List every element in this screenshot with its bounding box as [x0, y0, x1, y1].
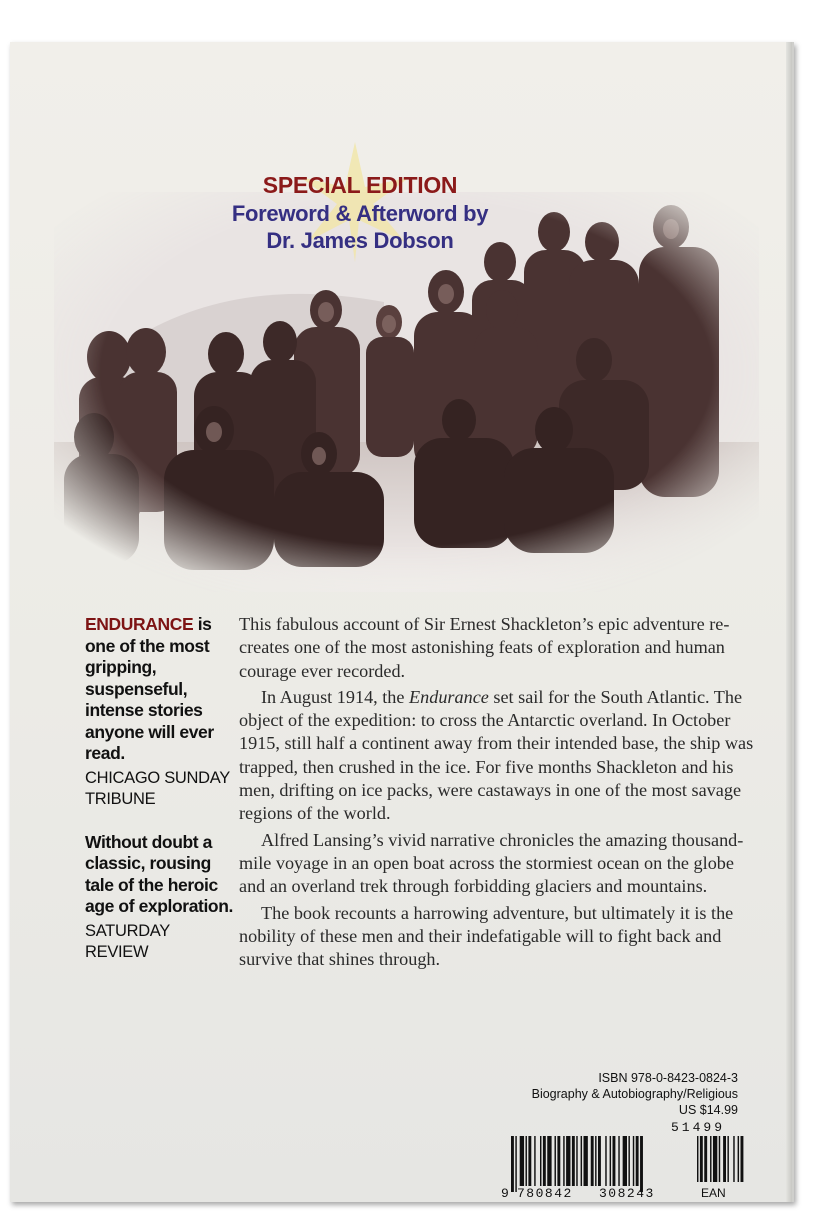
special-edition-banner — [210, 172, 510, 254]
ship-name: Endurance — [409, 686, 489, 707]
foreword-label: Foreword & Afterword by — [231, 201, 489, 226]
author-name: Dr. James Dobson — [266, 228, 454, 253]
barcode-price-code: 51499 — [671, 1120, 726, 1135]
quote-source-1: CHICAGO SUNDAY TRIBUNE — [85, 768, 230, 808]
book-meta — [470, 1070, 738, 1118]
quote-source-2: SATURDAY REVIEW — [85, 921, 170, 961]
special-edition-label: SPECIAL EDITION — [262, 172, 458, 198]
book-back-cover — [10, 42, 794, 1202]
cover-edge — [786, 42, 792, 1202]
quote-highlight: ENDURANCE — [85, 614, 194, 634]
review-quotes — [85, 614, 235, 963]
book-description — [239, 613, 759, 974]
review-quote-1 — [85, 614, 235, 765]
review-quote-2 — [85, 832, 235, 918]
price-text: US $14.99 — [678, 1103, 738, 1117]
barcode-ean-label: EAN — [701, 1186, 726, 1200]
barcode — [501, 1120, 761, 1202]
barcode-left-digits: 780842 — [517, 1186, 573, 1201]
barcode-first-digit: 9 — [501, 1186, 509, 1201]
description-paragraph: In August 1914, the Endurance set sail for the South Atlantic. The object of the expedition: to cross the Antarctic overland. In October 1915, still half a continent away from their intended base, the ship was trapped, then crushed in the ice. For five months Shackleton and his men, drifting on ice packs, were castaways in one of the most savage regions of the world. — [239, 686, 754, 824]
description-paragraph: This fabulous account of Sir Ernest Shackleton’s epic adventure re-creates one of the most astonishing feats of exploration and human courage ever recorded. — [239, 614, 730, 681]
category-text: Biography & Autobiography/Religious — [531, 1087, 738, 1101]
barcode-right-digits: 308243 — [599, 1186, 655, 1201]
quote-text: Without doubt a classic, rousing tale of the heroic age of exploration. — [85, 831, 233, 916]
description-paragraph: Alfred Lansing’s vivid narrative chronicles the amazing thousand-mile voyage in an open boat across the stormiest ocean on the globe and an overland trek through forbidding glaciers and mountains. — [239, 829, 744, 897]
isbn-text: ISBN 978-0-8423-0824-3 — [598, 1071, 738, 1085]
quote-text: is one of the most gripping, suspenseful, intense stories anyone will ever read. — [85, 614, 214, 763]
description-paragraph: The book recounts a harrowing adventure, but ultimately it is the nobility of these men and their indefatigable will to fight back and survive that shines through. — [239, 902, 734, 970]
